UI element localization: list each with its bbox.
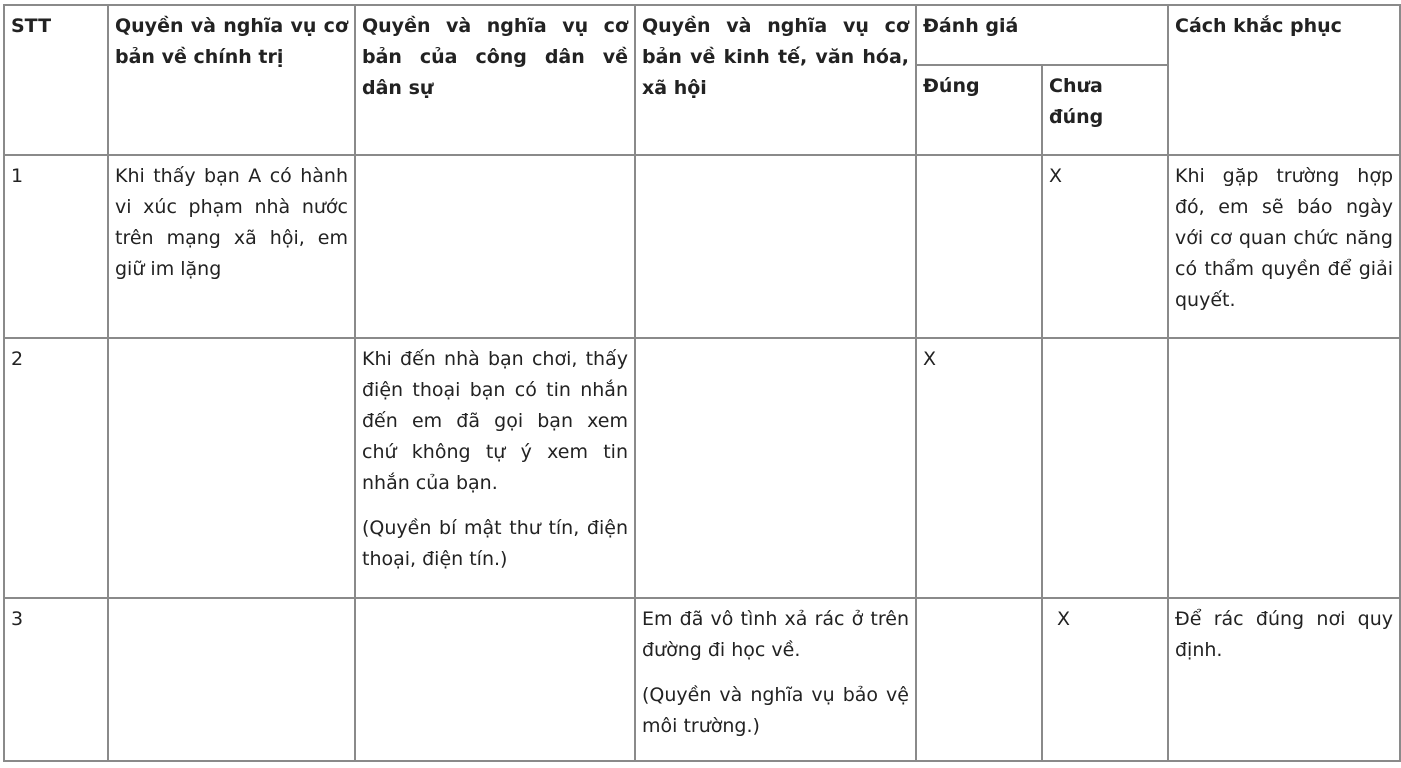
cell-socioeconomic bbox=[635, 338, 916, 598]
cell-incorrect bbox=[1042, 338, 1168, 598]
header-incorrect: Chưa đúng bbox=[1042, 65, 1168, 155]
cell-fix: Khi gặp trường hợp đó, em sẽ báo ngày với cơ quan chức năng có thẩm quyền để giải quyết. bbox=[1168, 155, 1400, 338]
cell-correct bbox=[916, 155, 1042, 338]
header-fix: Cách khắc phục bbox=[1168, 5, 1400, 155]
cell-fix: Để rác đúng nơi quy định. bbox=[1168, 598, 1400, 761]
header-evaluation: Đánh giá bbox=[916, 5, 1168, 65]
cell-incorrect: X bbox=[1042, 155, 1168, 338]
cell-civil-note: (Quyền bí mật thư tín, điện thoại, điện tín.) bbox=[362, 517, 628, 570]
cell-political bbox=[108, 598, 355, 761]
cell-political: Khi thấy bạn A có hành vi xúc phạm nhà nước trên mạng xã hội, em giữ im lặng bbox=[108, 155, 355, 338]
cell-civil bbox=[355, 338, 635, 598]
cell-political bbox=[108, 338, 355, 598]
cell-incorrect: X bbox=[1042, 598, 1168, 761]
cell-socioeconomic-text: Em đã vô tình xả rác ở trên đường đi học về. bbox=[642, 608, 909, 661]
header-row bbox=[4, 5, 1400, 65]
table-row bbox=[4, 155, 1400, 338]
cell-socioeconomic bbox=[635, 155, 916, 338]
table-row bbox=[4, 598, 1400, 761]
cell-correct: X bbox=[916, 338, 1042, 598]
cell-civil bbox=[355, 155, 635, 338]
cell-fix bbox=[1168, 338, 1400, 598]
cell-socioeconomic-note: (Quyền và nghĩa vụ bảo vệ môi trường.) bbox=[642, 684, 909, 737]
cell-civil bbox=[355, 598, 635, 761]
cell-stt: 1 bbox=[4, 155, 108, 338]
rights-evaluation-table bbox=[3, 4, 1401, 762]
cell-stt: 2 bbox=[4, 338, 108, 598]
header-civil-rights: Quyền và nghĩa vụ cơ bản của công dân về dân sự bbox=[355, 5, 635, 155]
cell-socioeconomic bbox=[635, 598, 916, 761]
cell-stt: 3 bbox=[4, 598, 108, 761]
table-row bbox=[4, 338, 1400, 598]
header-stt: STT bbox=[4, 5, 108, 155]
header-correct: Đúng bbox=[916, 65, 1042, 155]
header-socioeconomic-rights: Quyền và nghĩa vụ cơ bản về kinh tế, văn hóa, xã hội bbox=[635, 5, 916, 155]
header-political-rights: Quyền và nghĩa vụ cơ bản về chính trị bbox=[108, 5, 355, 155]
cell-correct bbox=[916, 598, 1042, 761]
cell-civil-text: Khi đến nhà bạn chơi, thấy điện thoại bạn có tin nhắn đến em đã gọi bạn xem chứ không tự ý xem tin nhắn của bạn. bbox=[362, 348, 628, 494]
